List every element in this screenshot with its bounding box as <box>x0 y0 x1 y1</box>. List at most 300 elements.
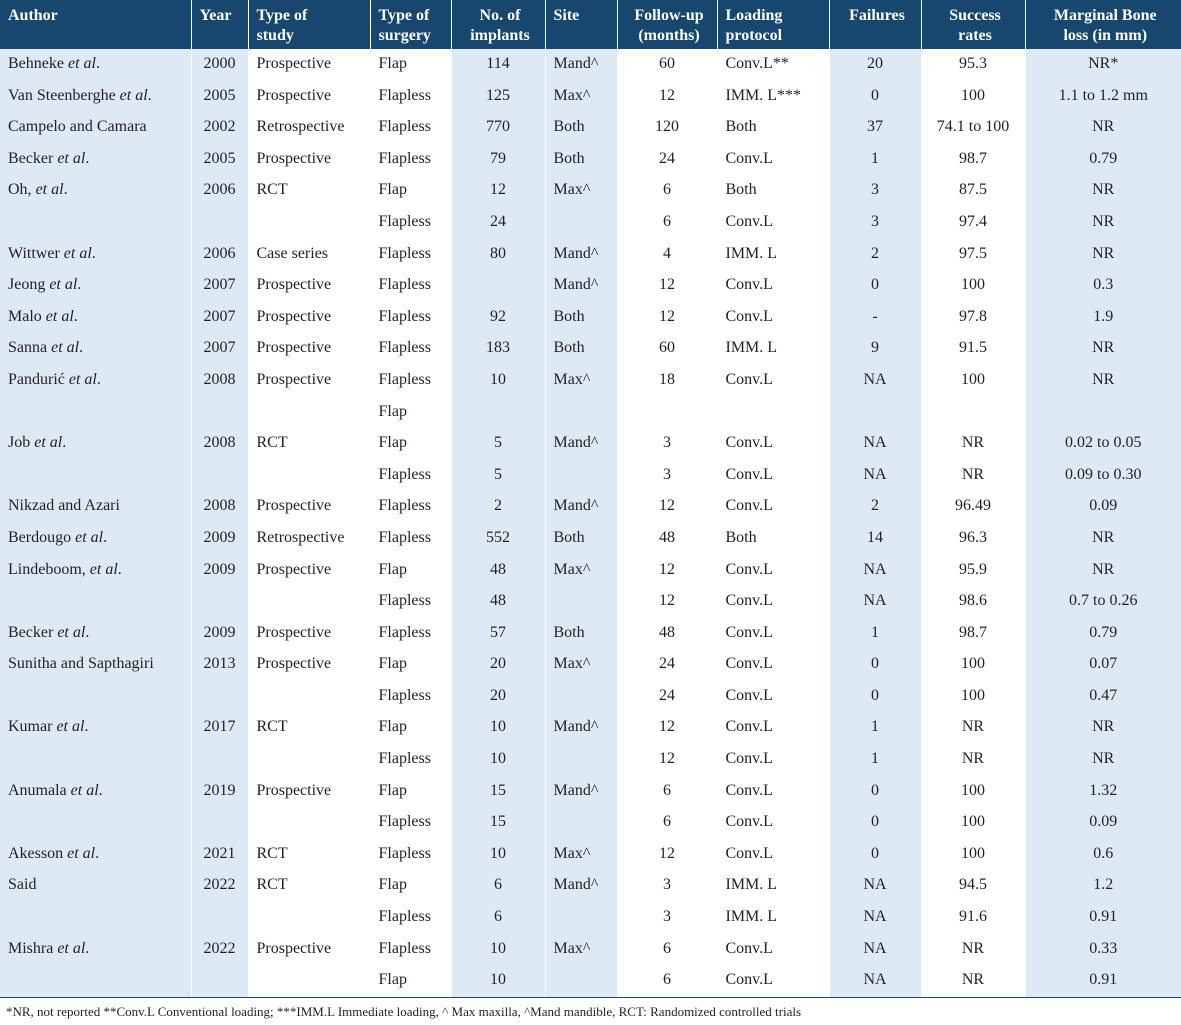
header-text: Type of <box>256 7 308 24</box>
table-row <box>0 807 1181 839</box>
table-cell: Flapless <box>370 681 451 713</box>
table-row <box>0 460 1181 492</box>
table-cell <box>248 965 370 997</box>
table-row <box>0 397 1181 429</box>
table-row <box>0 239 1181 271</box>
table-cell: Both <box>545 618 617 650</box>
author-cell <box>0 839 191 871</box>
table-cell: Flapless <box>370 207 451 239</box>
header-text: implants <box>470 27 530 44</box>
table-cell: 20 <box>829 49 921 81</box>
author-name: Becker <box>8 623 58 641</box>
table-cell: IMM. L <box>717 902 829 934</box>
table-cell <box>545 744 617 776</box>
table-row <box>0 49 1181 81</box>
table-cell: 15 <box>451 807 545 839</box>
table-cell: NA <box>829 870 921 902</box>
table-cell: 12 <box>617 270 717 302</box>
table-cell: Prospective <box>248 81 370 113</box>
table-cell: Prospective <box>248 776 370 808</box>
header-text: Author <box>8 7 58 24</box>
table-row <box>0 712 1181 744</box>
table-cell <box>829 397 921 429</box>
author-punct: . <box>62 434 67 452</box>
table-cell: 2009 <box>191 555 248 587</box>
table-cell: NR <box>1025 365 1181 397</box>
table-cell: 125 <box>451 81 545 113</box>
table-cell: 10 <box>451 965 545 997</box>
table-cell: Flap <box>370 397 451 429</box>
table-cell: 0.91 <box>1025 902 1181 934</box>
table-cell: Flapless <box>370 491 451 523</box>
author-cell <box>0 712 191 744</box>
table-cell: Flap <box>370 712 451 744</box>
author-name: Job <box>8 434 35 452</box>
author-etal: et al <box>70 781 99 799</box>
table-cell: Mand^ <box>545 270 617 302</box>
table-cell: 0 <box>829 270 921 302</box>
table-cell: 95.3 <box>921 49 1025 81</box>
table-cell: 87.5 <box>921 175 1025 207</box>
table-row <box>0 839 1181 871</box>
table-cell: Max^ <box>545 365 617 397</box>
table-cell: NR <box>1025 112 1181 144</box>
table-cell <box>717 397 829 429</box>
table-cell: Flapless <box>370 839 451 871</box>
table-cell: 2008 <box>191 365 248 397</box>
table-cell: 80 <box>451 239 545 271</box>
author-punct: . <box>96 370 101 388</box>
table-cell: Flapless <box>370 81 451 113</box>
table-cell: 14 <box>829 523 921 555</box>
author-cell <box>0 49 191 81</box>
table-cell: 60 <box>617 333 717 365</box>
table-cell: 100 <box>921 649 1025 681</box>
table-row <box>0 586 1181 618</box>
header-text: Follow-up <box>634 7 704 24</box>
author-punct: . <box>91 244 96 262</box>
table-cell <box>545 902 617 934</box>
table-cell: NA <box>829 902 921 934</box>
table-cell: 0.79 <box>1025 618 1181 650</box>
table-cell: 2007 <box>191 333 248 365</box>
author-etal: et al <box>57 623 86 641</box>
author-name: Nikzad and Azari <box>8 497 120 515</box>
author-etal: et al <box>68 370 97 388</box>
table-cell: 2005 <box>191 81 248 113</box>
table-cell: Conv.L <box>717 460 829 492</box>
table-cell: Flap <box>370 428 451 460</box>
author-punct: . <box>77 276 82 294</box>
author-etal: et al <box>67 55 96 72</box>
table-cell: Retrospective <box>248 523 370 555</box>
table-cell: 2007 <box>191 302 248 334</box>
author-name: Oh, <box>8 181 36 199</box>
table-cell <box>1025 397 1181 429</box>
table-cell: 5 <box>451 428 545 460</box>
table-row <box>0 681 1181 713</box>
table-cell: 0.91 <box>1025 965 1181 997</box>
table-cell: Conv.L <box>717 744 829 776</box>
table-cell: Prospective <box>248 302 370 334</box>
author-cell <box>0 175 191 207</box>
author-name: Akesson <box>8 844 68 862</box>
table-cell: 24 <box>451 207 545 239</box>
table-cell: 12 <box>617 586 717 618</box>
table-cell: Flap <box>370 49 451 81</box>
table-cell: 3 <box>617 460 717 492</box>
author-punct: . <box>85 939 90 957</box>
author-name: Sunitha and Sapthagiri <box>8 655 154 673</box>
table-cell: 100 <box>921 270 1025 302</box>
table-cell: 12 <box>617 555 717 587</box>
table-cell: Flap <box>370 175 451 207</box>
table-cell: 37 <box>829 112 921 144</box>
table-cell: 95.9 <box>921 555 1025 587</box>
table-cell <box>248 681 370 713</box>
author-cell <box>0 207 191 239</box>
author-cell <box>0 333 191 365</box>
column-header <box>248 0 370 49</box>
table-cell: IMM. L <box>717 239 829 271</box>
table-cell: 6 <box>617 934 717 966</box>
table-cell: 100 <box>921 365 1025 397</box>
author-etal: et al <box>67 844 96 862</box>
table-cell: Conv.L <box>717 428 829 460</box>
table-cell: 6 <box>617 175 717 207</box>
author-etal: et al <box>57 939 86 957</box>
table-cell: 12 <box>617 81 717 113</box>
table-cell: Prospective <box>248 491 370 523</box>
author-cell <box>0 491 191 523</box>
table-cell: NR <box>921 744 1025 776</box>
author-name: Pandurić <box>8 370 69 388</box>
table-cell: NR* <box>1025 49 1181 81</box>
table-cell: 6 <box>617 965 717 997</box>
table-cell <box>191 207 248 239</box>
table-cell: Prospective <box>248 49 370 81</box>
table-cell: 15 <box>451 776 545 808</box>
table-cell: 0.79 <box>1025 144 1181 176</box>
table-cell: Flap <box>370 649 451 681</box>
table-cell: Conv.L <box>717 365 829 397</box>
table-cell: 0.3 <box>1025 270 1181 302</box>
author-etal: et al <box>63 244 92 262</box>
table-cell: 10 <box>451 365 545 397</box>
table-cell: 0.7 to 0.26 <box>1025 586 1181 618</box>
author-punct: . <box>98 781 103 799</box>
table-cell: Max^ <box>545 839 617 871</box>
table-cell: 24 <box>617 681 717 713</box>
table-cell: Conv.L <box>717 965 829 997</box>
table-cell: 2009 <box>191 523 248 555</box>
table-cell: 94.5 <box>921 870 1025 902</box>
table-cell: Conv.L <box>717 555 829 587</box>
table-cell: Prospective <box>248 649 370 681</box>
table-cell: NA <box>829 555 921 587</box>
table-cell: 12 <box>617 302 717 334</box>
table-cell <box>451 270 545 302</box>
table-cell <box>545 681 617 713</box>
table-cell: NR <box>1025 555 1181 587</box>
table-cell: Max^ <box>545 175 617 207</box>
table-cell: 48 <box>451 555 545 587</box>
author-etal: et al <box>49 276 78 294</box>
header-text: surgery <box>378 27 431 44</box>
header-text: Year <box>199 7 232 24</box>
author-punct: . <box>95 55 100 72</box>
table-cell <box>248 397 370 429</box>
table-cell: 2 <box>451 491 545 523</box>
table-cell: 2022 <box>191 934 248 966</box>
table-cell: Mand^ <box>545 712 617 744</box>
author-name: Mishra <box>8 939 58 957</box>
author-cell <box>0 934 191 966</box>
header-text: protocol <box>725 27 783 44</box>
column-header <box>717 0 829 49</box>
table-cell: 2000 <box>191 49 248 81</box>
table-cell: 100 <box>921 807 1025 839</box>
author-name: Anumala <box>8 781 71 799</box>
table-cell: 24 <box>617 649 717 681</box>
table-cell: Both <box>717 175 829 207</box>
table-cell: 2006 <box>191 239 248 271</box>
author-cell <box>0 144 191 176</box>
column-header <box>545 0 617 49</box>
table-cell: Flapless <box>370 239 451 271</box>
table-cell: 0 <box>829 649 921 681</box>
table-cell <box>921 397 1025 429</box>
table-cell <box>248 744 370 776</box>
table-cell <box>248 207 370 239</box>
table-cell: 2021 <box>191 839 248 871</box>
author-punct: . <box>84 718 89 736</box>
table-cell: Max^ <box>545 555 617 587</box>
table-cell: 2008 <box>191 491 248 523</box>
table-cell: 2013 <box>191 649 248 681</box>
table-cell: 96.49 <box>921 491 1025 523</box>
table-cell: 0.09 to 0.30 <box>1025 460 1181 492</box>
table-cell: Mand^ <box>545 428 617 460</box>
table-cell: NA <box>829 586 921 618</box>
column-header <box>1025 0 1181 49</box>
table-cell: Max^ <box>545 934 617 966</box>
table-cell: 3 <box>829 175 921 207</box>
table-row <box>0 523 1181 555</box>
table-cell: 770 <box>451 112 545 144</box>
table-cell <box>248 586 370 618</box>
table-cell: Flapless <box>370 934 451 966</box>
column-header <box>191 0 248 49</box>
table-cell: NA <box>829 428 921 460</box>
table-cell: 20 <box>451 649 545 681</box>
table-cell: 100 <box>921 839 1025 871</box>
author-punct: . <box>103 528 108 546</box>
table-cell: 0 <box>829 839 921 871</box>
author-cell <box>0 586 191 618</box>
table-cell <box>191 681 248 713</box>
table-cell <box>191 397 248 429</box>
author-name: Kumar <box>8 718 57 736</box>
table-cell: 1 <box>829 712 921 744</box>
table-cell: Prospective <box>248 365 370 397</box>
table-cell: Both <box>545 112 617 144</box>
table-cell: Flapless <box>370 302 451 334</box>
table-row <box>0 649 1181 681</box>
author-punct: . <box>85 149 90 167</box>
header-text: loss (in mm) <box>1063 27 1148 44</box>
table-cell: 4 <box>617 239 717 271</box>
table-cell: 97.8 <box>921 302 1025 334</box>
table-cell: 1.32 <box>1025 776 1181 808</box>
table-cell: 98.6 <box>921 586 1025 618</box>
table-cell: 100 <box>921 776 1025 808</box>
table-cell: NR <box>1025 523 1181 555</box>
table-cell: RCT <box>248 712 370 744</box>
table-cell: Both <box>545 144 617 176</box>
table-cell: 0 <box>829 807 921 839</box>
author-cell <box>0 744 191 776</box>
author-name: Jeong <box>8 276 50 294</box>
table-row <box>0 744 1181 776</box>
table-cell: 1 <box>829 744 921 776</box>
author-etal: et al <box>34 434 63 452</box>
author-etal: et al <box>119 86 148 104</box>
table-cell: Both <box>545 333 617 365</box>
table-cell: Prospective <box>248 555 370 587</box>
table-cell: NA <box>829 365 921 397</box>
table-cell: 10 <box>451 934 545 966</box>
table-cell: IMM. L*** <box>717 81 829 113</box>
table-cell: NA <box>829 934 921 966</box>
column-header <box>0 0 191 49</box>
column-header <box>829 0 921 49</box>
author-name: Van Steenberghe <box>8 86 120 104</box>
author-cell <box>0 239 191 271</box>
table-cell: Conv.L <box>717 207 829 239</box>
table-cell: 2008 <box>191 428 248 460</box>
table-cell: 0.09 <box>1025 491 1181 523</box>
table-cell: 48 <box>617 618 717 650</box>
table-cell: Flap <box>370 870 451 902</box>
table-cell: 60 <box>617 49 717 81</box>
table-cell: 2005 <box>191 144 248 176</box>
table-cell: Flap <box>370 776 451 808</box>
table-cell: Max^ <box>545 81 617 113</box>
table-cell: 2019 <box>191 776 248 808</box>
header-text: Success <box>949 7 1001 24</box>
table-cell: 3 <box>617 428 717 460</box>
table-row <box>0 333 1181 365</box>
author-etal: et al <box>57 149 86 167</box>
author-name: Berdougo <box>8 528 76 546</box>
table-cell <box>191 460 248 492</box>
table-cell: 2002 <box>191 112 248 144</box>
table-cell: Conv.L <box>717 302 829 334</box>
table-cell: 0.6 <box>1025 839 1181 871</box>
table-cell: NA <box>829 965 921 997</box>
table-cell: 6 <box>617 807 717 839</box>
author-punct: . <box>63 181 68 199</box>
table-cell: Mand^ <box>545 776 617 808</box>
table-cell: 6 <box>617 207 717 239</box>
author-cell <box>0 902 191 934</box>
author-etal: et al <box>45 307 74 325</box>
author-name: Wittwer <box>8 244 64 262</box>
table-cell: IMM. L <box>717 870 829 902</box>
header-text: study <box>256 27 294 44</box>
table-cell: RCT <box>248 839 370 871</box>
table-cell: Prospective <box>248 934 370 966</box>
author-name: Becker <box>8 149 58 167</box>
table-cell: NR <box>1025 239 1181 271</box>
table-cell <box>248 807 370 839</box>
table-cell: 10 <box>451 744 545 776</box>
table-cell: NR <box>1025 712 1181 744</box>
table-cell: Flap <box>370 555 451 587</box>
table-cell: 0 <box>829 776 921 808</box>
table-cell: NR <box>921 460 1025 492</box>
author-punct: . <box>95 844 100 862</box>
table-cell: 91.6 <box>921 902 1025 934</box>
table-row <box>0 207 1181 239</box>
table-cell <box>545 397 617 429</box>
table-row <box>0 365 1181 397</box>
table-cell: Conv.L <box>717 618 829 650</box>
author-cell <box>0 397 191 429</box>
author-name: Sanna <box>8 339 52 357</box>
column-header <box>370 0 451 49</box>
table-cell: Flap <box>370 965 451 997</box>
table-cell: 18 <box>617 365 717 397</box>
author-cell <box>0 112 191 144</box>
author-cell <box>0 523 191 555</box>
table-cell: Prospective <box>248 144 370 176</box>
table-cell: Conv.L <box>717 649 829 681</box>
header-text: Marginal Bone <box>1053 7 1157 24</box>
table-row <box>0 934 1181 966</box>
table-cell: 57 <box>451 618 545 650</box>
author-name: Lindeboom, <box>8 560 90 578</box>
table-row <box>0 870 1181 902</box>
table-row <box>0 965 1181 997</box>
table-cell: 5 <box>451 460 545 492</box>
table-cell <box>451 397 545 429</box>
table-cell: 0.33 <box>1025 934 1181 966</box>
table-cell: 6 <box>451 870 545 902</box>
author-cell <box>0 302 191 334</box>
table-cell: 10 <box>451 712 545 744</box>
table-cell: Max^ <box>545 649 617 681</box>
table-row <box>0 776 1181 808</box>
author-cell <box>0 681 191 713</box>
table-cell: RCT <box>248 175 370 207</box>
table-cell: 97.5 <box>921 239 1025 271</box>
header-text: rates <box>958 27 992 44</box>
table-row <box>0 902 1181 934</box>
table-cell: 96.3 <box>921 523 1025 555</box>
table-cell: 0 <box>829 681 921 713</box>
table-cell <box>545 965 617 997</box>
table-cell: 552 <box>451 523 545 555</box>
table-row <box>0 175 1181 207</box>
table-cell: 3 <box>829 207 921 239</box>
author-cell <box>0 460 191 492</box>
table-cell: NA <box>829 460 921 492</box>
table-cell: 2006 <box>191 175 248 207</box>
author-punct: . <box>73 307 78 325</box>
table-cell: Conv.L <box>717 681 829 713</box>
